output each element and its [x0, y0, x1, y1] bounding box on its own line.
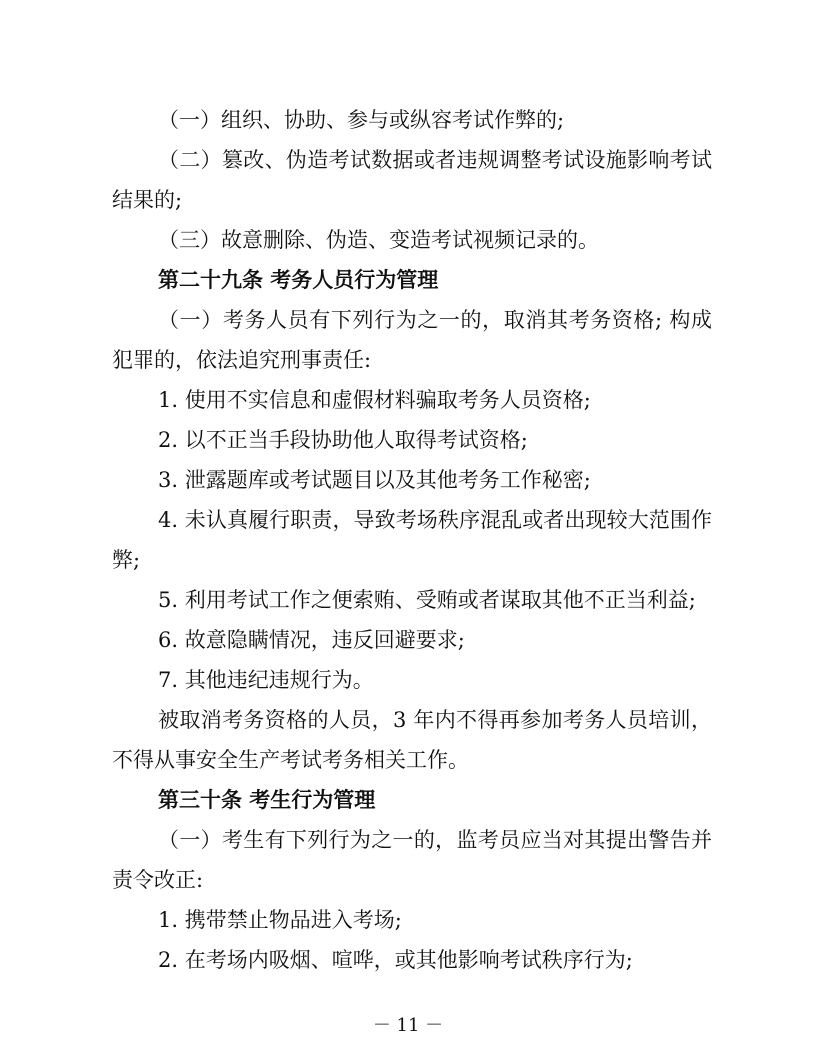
list-item-4: 4. 未认真履行职责，导致考场秩序混乱或者出现较大范围作: [158, 508, 712, 532]
list-item-1: 1. 使用不实信息和虚假材料骗取考务人员资格;: [158, 388, 591, 412]
article-30-heading: 第三十条 考生行为管理: [158, 788, 376, 812]
article-29-paragraph-1: （一）考务人员有下列行为之一的，取消其考务资格; 构成: [158, 308, 712, 332]
article-29-heading: 第二十九条 考务人员行为管理: [158, 268, 439, 292]
list-item-3: 3. 泄露题库或考试题目以及其他考务工作秘密;: [158, 468, 591, 492]
list-item-7: 7. 其他违纪违规行为。: [158, 668, 374, 692]
disqualification-paragraph-continuation: 不得从事安全生产考试考务相关工作。: [112, 748, 469, 772]
list-item-4-continuation: 弊;: [112, 548, 141, 572]
page-number: － 11 －: [372, 1015, 444, 1036]
clause-item-1: （一）组织、协助、参与或纵容考试作弊的;: [158, 108, 565, 132]
article-30-paragraph-1-continuation: 责令改正:: [112, 868, 204, 892]
clause-item-3: （三）故意删除、伪造、变造考试视频记录的。: [158, 228, 599, 252]
list-item-2: 2. 以不正当手段协助他人取得考试资格;: [158, 428, 528, 452]
clause-item-2-continuation: 结果的;: [112, 188, 183, 212]
candidate-list-item-1: 1. 携带禁止物品进入考场;: [158, 908, 402, 932]
disqualification-paragraph: 被取消考务资格的人员，3 年内不得再参加考务人员培训，: [158, 708, 712, 732]
clause-item-2: （二）篡改、伪造考试数据或者违规调整考试设施影响考试: [158, 148, 712, 172]
article-30-paragraph-1: （一）考生有下列行为之一的，监考员应当对其提出警告并: [158, 828, 712, 852]
list-item-6: 6. 故意隐瞒情况，违反回避要求;: [158, 628, 465, 652]
article-29-paragraph-1-continuation: 犯罪的，依法追究刑事责任:: [112, 348, 372, 372]
candidate-list-item-2: 2. 在考场内吸烟、喧哗，或其他影响考试秩序行为;: [158, 948, 633, 972]
list-item-5: 5. 利用考试工作之便索贿、受贿或者谋取其他不正当利益;: [158, 588, 696, 612]
